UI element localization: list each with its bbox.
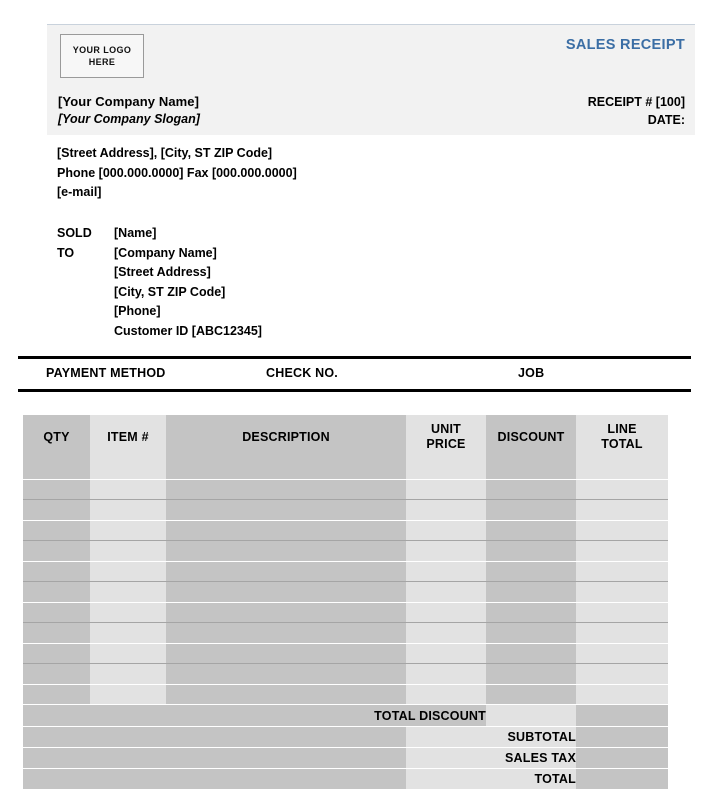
cell-discount[interactable] bbox=[486, 520, 576, 541]
cell-item[interactable] bbox=[90, 664, 166, 685]
receipt-date-label[interactable]: DATE: bbox=[647, 113, 685, 127]
cell-description[interactable] bbox=[166, 602, 406, 623]
sold-to-label bbox=[57, 224, 109, 263]
payment-method-label[interactable]: PAYMENT METHOD bbox=[46, 366, 166, 380]
cell-line-total[interactable] bbox=[576, 561, 668, 582]
cell-line-total[interactable] bbox=[576, 459, 668, 479]
total-label: TOTAL bbox=[406, 769, 576, 790]
cell-description[interactable] bbox=[166, 459, 406, 479]
logo-text bbox=[73, 44, 132, 68]
company-phone-line[interactable]: Phone [000.000.0000] Fax [000.000.0000] bbox=[57, 165, 297, 180]
cell-unit-price[interactable] bbox=[406, 541, 486, 562]
unit-price-line-1: UNIT bbox=[431, 422, 461, 436]
cell-discount[interactable] bbox=[486, 684, 576, 705]
logo-line-1: YOUR LOGO bbox=[72, 45, 132, 55]
cell-description[interactable] bbox=[166, 684, 406, 705]
sold-to-city[interactable]: [City, ST ZIP Code] bbox=[114, 284, 226, 299]
cell-description[interactable] bbox=[166, 541, 406, 562]
subtotal-value[interactable] bbox=[576, 727, 668, 748]
cell-unit-price[interactable] bbox=[406, 500, 486, 521]
unit-price-line-2: PRICE bbox=[426, 437, 466, 451]
sold-to-label-line-2: TO bbox=[57, 245, 75, 260]
cell-unit-price[interactable] bbox=[406, 479, 486, 500]
cell-description[interactable] bbox=[166, 582, 406, 603]
cell-unit-price[interactable] bbox=[406, 582, 486, 603]
cell-item[interactable] bbox=[90, 459, 166, 479]
total-discount-spacer bbox=[576, 705, 668, 727]
line-total-line-2: TOTAL bbox=[601, 437, 643, 451]
items-table bbox=[23, 415, 668, 790]
cell-qty[interactable] bbox=[23, 541, 90, 562]
cell-description[interactable] bbox=[166, 623, 406, 644]
cell-line-total[interactable] bbox=[576, 643, 668, 664]
company-slogan-field[interactable]: [Your Company Slogan] bbox=[58, 112, 200, 126]
table-row[interactable] bbox=[23, 623, 668, 644]
cell-line-total[interactable] bbox=[576, 541, 668, 562]
cell-unit-price[interactable] bbox=[406, 643, 486, 664]
total-discount-value[interactable] bbox=[486, 705, 576, 727]
company-email-line[interactable]: [e-mail] bbox=[57, 185, 102, 199]
cell-qty[interactable] bbox=[23, 602, 90, 623]
logo-line-2: HERE bbox=[88, 57, 116, 67]
table-row[interactable] bbox=[23, 684, 668, 705]
cell-line-total[interactable] bbox=[576, 500, 668, 521]
header-band bbox=[47, 24, 695, 135]
cell-item[interactable] bbox=[90, 582, 166, 603]
column-header-line-total bbox=[576, 415, 668, 459]
cell-unit-price[interactable] bbox=[406, 602, 486, 623]
company-name-field[interactable]: [Your Company Name] bbox=[58, 94, 200, 109]
cell-discount[interactable] bbox=[486, 643, 576, 664]
cell-discount[interactable] bbox=[486, 582, 576, 603]
table-row[interactable] bbox=[23, 561, 668, 582]
cell-description[interactable] bbox=[166, 479, 406, 500]
cell-description[interactable] bbox=[166, 561, 406, 582]
cell-unit-price[interactable] bbox=[406, 459, 486, 479]
cell-item[interactable] bbox=[90, 602, 166, 623]
table-row[interactable] bbox=[23, 479, 668, 500]
check-no-label[interactable]: CHECK NO. bbox=[266, 366, 338, 380]
cell-description[interactable] bbox=[166, 520, 406, 541]
table-row[interactable] bbox=[23, 520, 668, 541]
cell-item[interactable] bbox=[90, 479, 166, 500]
cell-discount[interactable] bbox=[486, 479, 576, 500]
total-discount-label: TOTAL DISCOUNT bbox=[23, 705, 486, 727]
cell-item[interactable] bbox=[90, 643, 166, 664]
total-value[interactable] bbox=[576, 769, 668, 790]
column-header-description: DESCRIPTION bbox=[166, 415, 406, 459]
company-address-block bbox=[57, 144, 297, 203]
column-header-discount: DISCOUNT bbox=[486, 415, 576, 459]
sales-tax-spacer-left bbox=[23, 748, 406, 769]
cell-discount[interactable] bbox=[486, 623, 576, 644]
cell-line-total[interactable] bbox=[576, 664, 668, 685]
sold-to-customer-id[interactable]: Customer ID [ABC12345] bbox=[114, 323, 262, 338]
cell-unit-price[interactable] bbox=[406, 684, 486, 705]
cell-qty[interactable] bbox=[23, 561, 90, 582]
sales-tax-row bbox=[23, 748, 668, 769]
table-row[interactable] bbox=[23, 664, 668, 685]
sold-to-label-line-1: SOLD bbox=[57, 226, 92, 240]
company-address-line[interactable]: [Street Address], [City, ST ZIP Code] bbox=[57, 146, 273, 160]
cell-qty[interactable] bbox=[23, 582, 90, 603]
column-header-item: ITEM # bbox=[90, 415, 166, 459]
cell-unit-price[interactable] bbox=[406, 561, 486, 582]
cell-unit-price[interactable] bbox=[406, 623, 486, 644]
cell-line-total[interactable] bbox=[576, 520, 668, 541]
cell-qty[interactable] bbox=[23, 623, 90, 644]
cell-qty[interactable] bbox=[23, 643, 90, 664]
items-table-header-row bbox=[23, 415, 668, 459]
cell-item[interactable] bbox=[90, 500, 166, 521]
cell-qty[interactable] bbox=[23, 500, 90, 521]
sold-to-name[interactable]: [Name] bbox=[114, 226, 157, 240]
logo-placeholder-box[interactable] bbox=[60, 34, 144, 78]
subtotal-spacer-left bbox=[23, 727, 406, 748]
sold-to-company[interactable]: [Company Name] bbox=[114, 245, 217, 260]
total-discount-row bbox=[23, 705, 668, 727]
cell-description[interactable] bbox=[166, 664, 406, 685]
cell-description[interactable] bbox=[166, 643, 406, 664]
cell-unit-price[interactable] bbox=[406, 664, 486, 685]
cell-qty[interactable] bbox=[23, 459, 90, 479]
cell-discount[interactable] bbox=[486, 664, 576, 685]
total-row bbox=[23, 769, 668, 790]
sold-to-street[interactable]: [Street Address] bbox=[114, 265, 211, 279]
payment-method-band bbox=[18, 356, 691, 392]
cell-description[interactable] bbox=[166, 500, 406, 521]
job-label[interactable]: JOB bbox=[518, 366, 545, 380]
subtotal-row bbox=[23, 727, 668, 748]
cell-line-total[interactable] bbox=[576, 684, 668, 705]
total-spacer-left bbox=[23, 769, 406, 790]
cell-item[interactable] bbox=[90, 561, 166, 582]
cell-item[interactable] bbox=[90, 623, 166, 644]
column-header-unit-price bbox=[406, 415, 486, 459]
cell-discount[interactable] bbox=[486, 459, 576, 479]
receipt-number-field[interactable]: RECEIPT # [100] bbox=[587, 95, 685, 109]
cell-line-total[interactable] bbox=[576, 602, 668, 623]
sold-to-phone[interactable]: [Phone] bbox=[114, 304, 161, 318]
table-row[interactable] bbox=[23, 602, 668, 623]
cell-item[interactable] bbox=[90, 541, 166, 562]
cell-qty[interactable] bbox=[23, 479, 90, 500]
cell-discount[interactable] bbox=[486, 541, 576, 562]
cell-line-total[interactable] bbox=[576, 479, 668, 500]
cell-discount[interactable] bbox=[486, 500, 576, 521]
cell-item[interactable] bbox=[90, 520, 166, 541]
sales-tax-value[interactable] bbox=[576, 748, 668, 769]
cell-discount[interactable] bbox=[486, 602, 576, 623]
sold-to-lines bbox=[114, 224, 262, 341]
table-row[interactable] bbox=[23, 643, 668, 664]
cell-qty[interactable] bbox=[23, 664, 90, 685]
column-header-qty: QTY bbox=[23, 415, 90, 459]
subtotal-label: SUBTOTAL bbox=[406, 727, 576, 748]
cell-qty[interactable] bbox=[23, 684, 90, 705]
table-row[interactable] bbox=[23, 541, 668, 562]
table-row[interactable] bbox=[23, 459, 668, 479]
table-row[interactable] bbox=[23, 500, 668, 521]
line-total-line-1: LINE bbox=[607, 422, 637, 436]
cell-qty[interactable] bbox=[23, 520, 90, 541]
cell-discount[interactable] bbox=[486, 561, 576, 582]
cell-unit-price[interactable] bbox=[406, 520, 486, 541]
cell-line-total[interactable] bbox=[576, 582, 668, 603]
document-title: SALES RECEIPT bbox=[565, 37, 685, 53]
cell-line-total[interactable] bbox=[576, 623, 668, 644]
table-row[interactable] bbox=[23, 582, 668, 603]
sales-tax-label: SALES TAX bbox=[406, 748, 576, 769]
cell-item[interactable] bbox=[90, 684, 166, 705]
